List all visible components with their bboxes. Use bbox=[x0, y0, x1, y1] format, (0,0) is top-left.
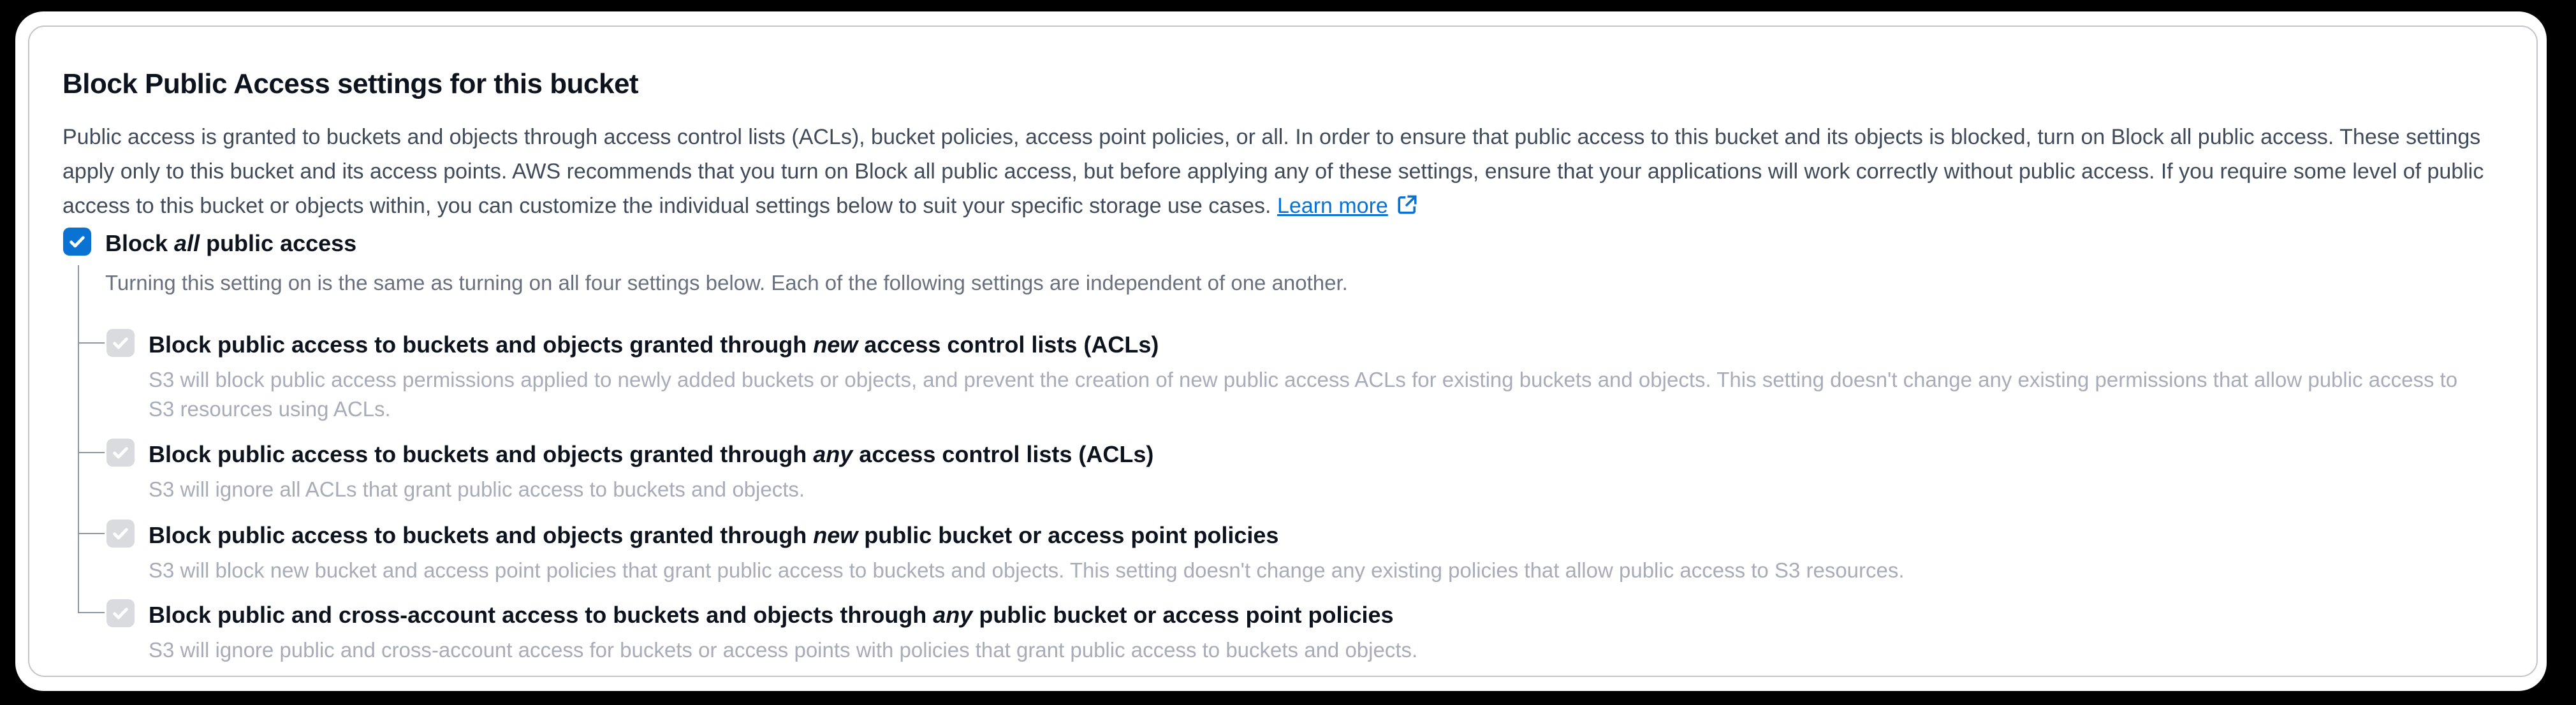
checkmark-icon bbox=[67, 231, 87, 252]
block-cross-account-checkbox[interactable] bbox=[106, 599, 135, 627]
setting-row-block-any-acls bbox=[106, 439, 1153, 504]
setting-description: S3 will block new bucket and access point policies that grant public access to buckets and objects. This setting doesn't change any existing policies that allow public access to S3 resources. bbox=[149, 558, 1905, 582]
tree-connector-stub bbox=[78, 452, 105, 453]
block-new-acls-checkbox[interactable] bbox=[106, 329, 135, 357]
tree-connector-stub bbox=[78, 612, 105, 613]
tree-connector-stub bbox=[78, 533, 105, 534]
panel-title: Block Public Access settings for this bucket bbox=[62, 68, 639, 100]
setting-description: S3 will block public access permissions applied to newly added buckets or objects, and prevent the creation of new public access ACLs for existing buckets and objects. This setting doesn't change any existing permissions that allow public access to S3 resources using ACLs. bbox=[149, 368, 2458, 421]
setting-row-block-new-policies bbox=[106, 520, 1905, 585]
setting-label: Block public and cross-account access to buckets and objects through any public bucket or access point policies bbox=[149, 602, 1394, 628]
setting-row-block-new-acls bbox=[106, 329, 2463, 424]
learn-more-label: Learn more bbox=[1277, 194, 1388, 218]
setting-label: Block public access to buckets and objects granted through new access control lists (ACLs) bbox=[149, 331, 1159, 358]
setting-label: Block public access to buckets and objects granted through any access control lists (ACLs) bbox=[149, 441, 1154, 467]
block-all-public-access-row bbox=[63, 228, 1348, 297]
block-public-access-panel bbox=[28, 25, 2538, 677]
block-all-public-access-note: Turning this setting on is the same as turning on all four settings below. Each of the following settings are independent of one another. bbox=[105, 271, 1348, 294]
checkmark-icon bbox=[110, 603, 131, 623]
block-new-policies-checkbox[interactable] bbox=[106, 520, 135, 548]
setting-description: S3 will ignore public and cross-account access for buckets or access points with policies that grant public access to buckets and objects. bbox=[149, 638, 1418, 662]
tree-connector-vertical bbox=[78, 265, 79, 613]
setting-label: Block public access to buckets and objects granted through new public bucket or access point policies bbox=[149, 522, 1279, 548]
checkmark-icon bbox=[110, 442, 131, 463]
block-any-acls-checkbox[interactable] bbox=[106, 439, 135, 467]
panel-description bbox=[62, 120, 2511, 223]
learn-more-link[interactable] bbox=[1277, 194, 1419, 218]
block-all-public-access-checkbox[interactable] bbox=[63, 228, 91, 256]
checkmark-icon bbox=[110, 333, 131, 353]
external-link-icon bbox=[1396, 192, 1419, 215]
panel-description-text: Public access is granted to buckets and objects through access control lists (ACLs), bucket policies, access point policies, or all. In order to ensure that public access to this bucket and its objects is blocked, turn on Block all public access. These settings apply only to this bucket and its access points. AWS recommends that you turn on Block all public access, but before applying any of these settings, ensure that your applications will work correctly without public access. If you require some level of public access to this bucket or objects within, you can customize the individual settings below to suit your specific storage use cases. bbox=[62, 125, 2484, 218]
tree-connector-stub bbox=[78, 342, 105, 344]
block-all-public-access-label: Block all public access bbox=[105, 230, 357, 256]
checkmark-icon bbox=[110, 523, 131, 544]
page-background bbox=[15, 11, 2547, 691]
setting-description: S3 will ignore all ACLs that grant public access to buckets and objects. bbox=[149, 477, 805, 501]
setting-row-block-cross-account bbox=[106, 599, 1417, 665]
